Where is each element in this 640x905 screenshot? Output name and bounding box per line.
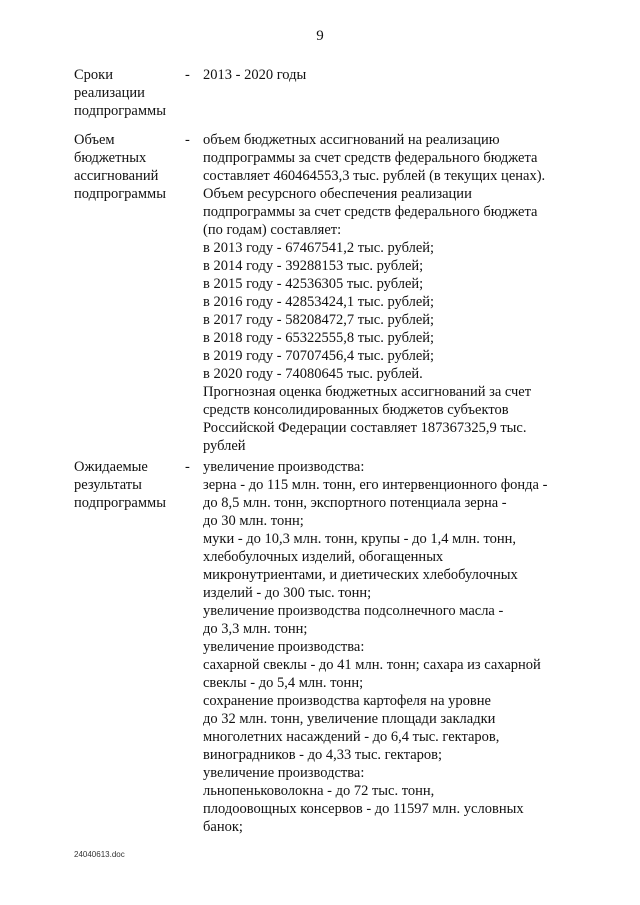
content-line: (по годам) составляет:: [203, 222, 342, 238]
content-line: составляет 460464553,3 тыс. рублей (в текущих ценах).: [203, 168, 546, 184]
content-line: в 2017 году - 58208472,7 тыс. рублей;: [203, 312, 435, 328]
content-line: зерна - до 115 млн. тонн, его интервенционного фонда -: [203, 477, 548, 493]
content-line: подпрограммы за счет средств федерального бюджета: [203, 150, 538, 166]
content-line: в 2020 году - 74080645 тыс. рублей.: [203, 366, 423, 382]
label-line: ассигнований: [74, 168, 159, 184]
content-line: в 2019 году - 70707456,4 тыс. рублей;: [203, 348, 435, 364]
content-line: хлебобулочных изделий, обогащенных: [203, 549, 444, 565]
content-line: до 30 млн. тонн;: [203, 513, 304, 529]
row-label: [74, 66, 182, 120]
label-line: результаты: [74, 477, 142, 493]
content-line: увеличение производства:: [203, 459, 365, 475]
content-line: до 32 млн. тонн, увеличение площади закладки: [203, 711, 496, 727]
label-line: Сроки: [74, 67, 113, 83]
content-line: банок;: [203, 819, 243, 835]
label-line: подпрограммы: [74, 495, 166, 511]
content-line: рублей: [203, 438, 246, 454]
row-expected-results: [74, 458, 574, 838]
content-line: средств консолидированных бюджетов субъектов: [203, 402, 509, 418]
label-line: бюджетных: [74, 150, 147, 166]
content-line: многолетних насаждений - до 6,4 тыс. гектаров,: [203, 729, 500, 745]
document-filename: 24040613.doc: [74, 850, 125, 859]
content-line: в 2015 году - 42536305 тыс. рублей;: [203, 276, 424, 292]
row-content: [203, 458, 569, 836]
content-line: льнопеньковолокна - до 72 тыс. тонн,: [203, 783, 435, 799]
content-line: муки - до 10,3 млн. тонн, крупы - до 1,4 млн. тонн,: [203, 531, 517, 547]
row-label: [74, 458, 182, 512]
content-line: в 2018 году - 65322555,8 тыс. рублей;: [203, 330, 435, 346]
page-number: 9: [316, 28, 324, 44]
content-line: виноградников - до 4,33 тыс. гектаров;: [203, 747, 443, 763]
content-line: до 8,5 млн. тонн, экспортного потенциала зерна -: [203, 495, 507, 511]
content-line: до 3,3 млн. тонн;: [203, 621, 308, 637]
row-label: [74, 131, 182, 203]
content-line: подпрограммы за счет средств федерального бюджета: [203, 204, 538, 220]
label-line: подпрограммы: [74, 103, 166, 119]
content-line: свеклы - до 5,4 млн. тонн;: [203, 675, 364, 691]
row-dash: -: [185, 459, 190, 475]
row-content: [203, 66, 569, 84]
content-line: микронутриентами, и диетических хлебобулочных: [203, 567, 518, 583]
content-line: объем бюджетных ассигнований на реализацию: [203, 132, 500, 148]
content-line: увеличение производства подсолнечного масла -: [203, 603, 504, 619]
content-line: увеличение производства:: [203, 765, 365, 781]
content-line: изделий - до 300 тыс. тонн;: [203, 585, 372, 601]
content-line: Объем ресурсного обеспечения реализации: [203, 186, 472, 202]
label-line: подпрограммы: [74, 186, 166, 202]
row-implementation-period: [74, 66, 574, 122]
label-line: Ожидаемые: [74, 459, 148, 475]
content-line: Прогнозная оценка бюджетных ассигнований за счет: [203, 384, 532, 400]
content-line: увеличение производства:: [203, 639, 365, 655]
label-line: реализации: [74, 85, 145, 101]
row-budget-volume: [74, 131, 574, 457]
content-line: Российской Федерации составляет 187367325,9 тыс.: [203, 420, 527, 436]
content-line: сахарной свеклы - до 41 млн. тонн; сахара из сахарной: [203, 657, 541, 673]
label-line: Объем: [74, 132, 115, 148]
content-line: плодоовощных консервов - до 11597 млн. условных: [203, 801, 524, 817]
content-line: в 2014 году - 39288153 тыс. рублей;: [203, 258, 424, 274]
row-dash: -: [185, 67, 190, 83]
content-line: в 2016 году - 42853424,1 тыс. рублей;: [203, 294, 435, 310]
content-line: 2013 - 2020 годы: [203, 67, 307, 83]
content-line: сохранение производства картофеля на уровне: [203, 693, 491, 709]
content-line: в 2013 году - 67467541,2 тыс. рублей;: [203, 240, 435, 256]
row-dash: -: [185, 132, 190, 148]
row-content: [203, 131, 569, 455]
